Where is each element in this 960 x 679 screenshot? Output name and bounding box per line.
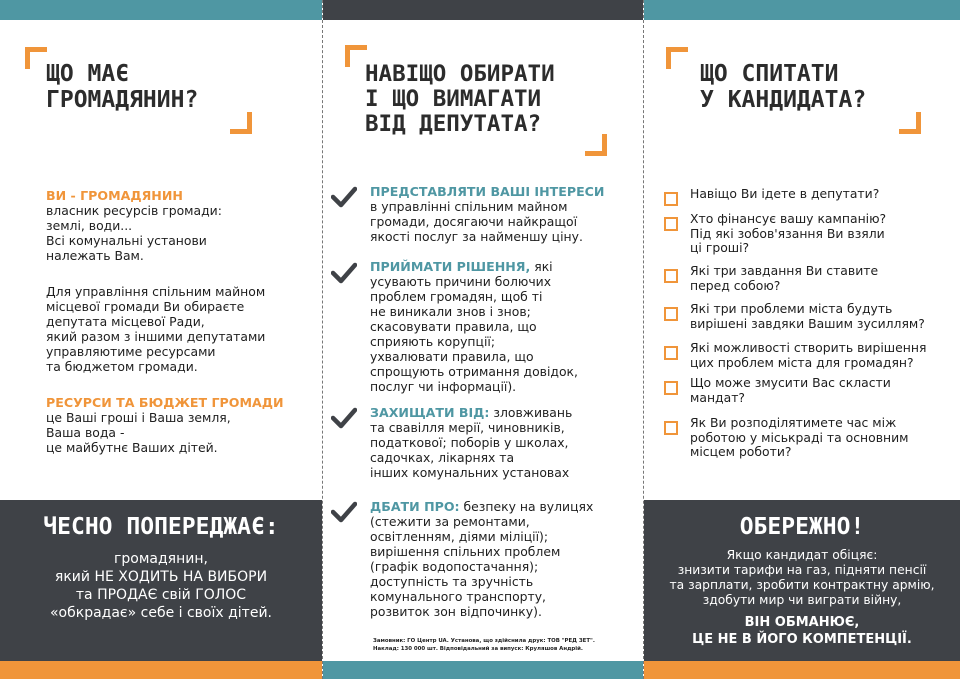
resources-body: це Ваші гроші і Ваша земля, Ваша вода - це майбутнє Ваших дітей. (46, 410, 231, 455)
checkmark-icon (331, 262, 357, 284)
right-title: ЩО СПИТАТИ У КАНДИДАТА? (700, 61, 867, 113)
honest-warning-box (0, 500, 322, 661)
beware-title: ОБЕРЕЖНО! (739, 514, 865, 540)
bracket-top-left-icon (345, 45, 367, 67)
beware-bold-text: ВІН ОБМАНЮЄ, ЦЕ НЕ В ЙОГО КОМПЕТЕНЦІЇ. (692, 615, 912, 647)
council-body: Для управління спільним майном місцевої громади Ви обираєте депутата місцевої Ради, який разом з іншими депутатами управляютиме ресурсами та бюджетом громади. (46, 284, 266, 374)
question-item (664, 212, 954, 256)
item-decide-line (370, 259, 553, 274)
item-represent-heading: ПРЕДСТАВЛЯТИ ВАШІ ІНТЕРЕСИ (370, 184, 605, 199)
bracket-top-left-icon (25, 47, 47, 69)
checkmark-icon (331, 501, 357, 523)
item-care-line (370, 499, 593, 514)
item-protect-heading: ЗАХИЩАТИ ВІД: (370, 405, 490, 420)
item-care-first: безпеку на вулицях (459, 499, 594, 514)
question-text: Які можливості створить вирішення цих проблем міста для громадян? (690, 340, 927, 370)
question-item (664, 187, 954, 206)
question-item (664, 264, 954, 293)
checkbox-icon (664, 307, 678, 321)
question-text: Хто фінансує вашу кампанію? Під які зобов'язання Ви взяли ці гроші? (690, 211, 887, 255)
question-item (664, 376, 954, 405)
item-decide-heading: ПРИЙМАТИ РІШЕННЯ, (370, 259, 531, 274)
question-text: Які три завдання Ви ставите перед собою? (690, 263, 879, 293)
question-text: Що може змусити Вас скласти мандат? (690, 375, 891, 405)
left-title: ЩО МАЄ ГРОМАДЯНИН? (46, 61, 199, 113)
item-decide-first: які (530, 259, 553, 274)
bracket-bottom-right-icon (585, 134, 607, 156)
question-text: Як Ви розподілятимете час між роботою у міськраді та основним місцем роботи? (690, 415, 909, 459)
item-protect-line (370, 405, 572, 420)
bottom-band (644, 661, 960, 679)
item-care-body: (стежити за ремонтами, освітленням, діями міліції); вирішення спільних проблем (графік водопостачання); доступність та зручність комунального транспорту, розвиток зон відпочинку). (370, 514, 561, 619)
question-item (664, 341, 954, 370)
bracket-top-left-icon (666, 47, 688, 69)
citizen-body: власник ресурсів громади: землі, води... Всі комунальні установи належать Вам. (46, 203, 222, 263)
beware-text: Якщо кандидат обіцяє: знизити тарифи на газ, підняти пенсії та зарплати, зробити контрактну армію, здобути мир чи виграти війну, (669, 548, 935, 607)
checkmark-icon (331, 186, 357, 208)
resources-heading: РЕСУРСИ ТА БЮДЖЕТ ГРОМАДИ (46, 395, 284, 410)
item-protect-first: зловживань (489, 405, 573, 420)
middle-panel (322, 0, 644, 679)
checkbox-icon (664, 381, 678, 395)
left-panel (0, 0, 322, 679)
question-text: Навіщо Ви ідете в депутати? (690, 186, 880, 201)
bracket-bottom-right-icon (899, 112, 921, 134)
imprint-text: Замовник: ГО Центр UA. Установа, що здійснила друк: ТОВ "РЕД ЗЕТ". Наклад: 130 000 шт. Відповідальний за випуск: Круляшов Андрій. (373, 638, 595, 652)
checkbox-icon (664, 421, 678, 435)
checkmark-icon (331, 407, 357, 429)
honest-warning-text: громадянин, який НЕ ХОДИТЬ НА ВИБОРИ та ПРОДАЄ свій ГОЛОС «обкрадає» себе і своїх дітей. (49, 551, 273, 621)
item-protect-body: та свавілля мерії, чиновників, податкової; поборів у школах, садочках, лікарнях та інших комунальних установах (370, 420, 570, 480)
question-item (664, 416, 954, 460)
bottom-band (0, 661, 322, 679)
middle-title: НАВІЩО ОБИРАТИ І ЩО ВИМАГАТИ ВІД ДЕПУТАТА? (365, 61, 555, 138)
honest-warning-title: ЧЕСНО ПОПЕРЕДЖАЄ: (43, 514, 279, 540)
top-band (644, 0, 960, 20)
item-decide-body: усувають причини болючих проблем громадян, щоб ті не виникали знов і знов; скасовувати правила, що сприяють корупції; ухвалювати правила, що спрощують отримання довідок, послуг чи інформації). (370, 274, 578, 394)
right-panel (644, 0, 960, 679)
question-item (664, 302, 954, 331)
bracket-bottom-right-icon (230, 112, 252, 134)
citizen-heading: ВИ - ГРОМАДЯНИН (46, 188, 183, 203)
checkbox-icon (664, 217, 678, 231)
top-band (323, 0, 643, 20)
checkbox-icon (664, 269, 678, 283)
checkbox-icon (664, 192, 678, 206)
item-represent-body: в управлінні спільним майном громади, досягаючи найкращої якості послуг за найменшу ціну. (370, 199, 583, 244)
bottom-band (323, 661, 643, 679)
question-text: Які три проблеми міста будуть вирішені завдяки Вашим зусиллям? (690, 301, 925, 331)
item-care-heading: ДБАТИ ПРО: (370, 499, 460, 514)
top-band (0, 0, 322, 20)
beware-box (644, 500, 960, 661)
checkbox-icon (664, 346, 678, 360)
